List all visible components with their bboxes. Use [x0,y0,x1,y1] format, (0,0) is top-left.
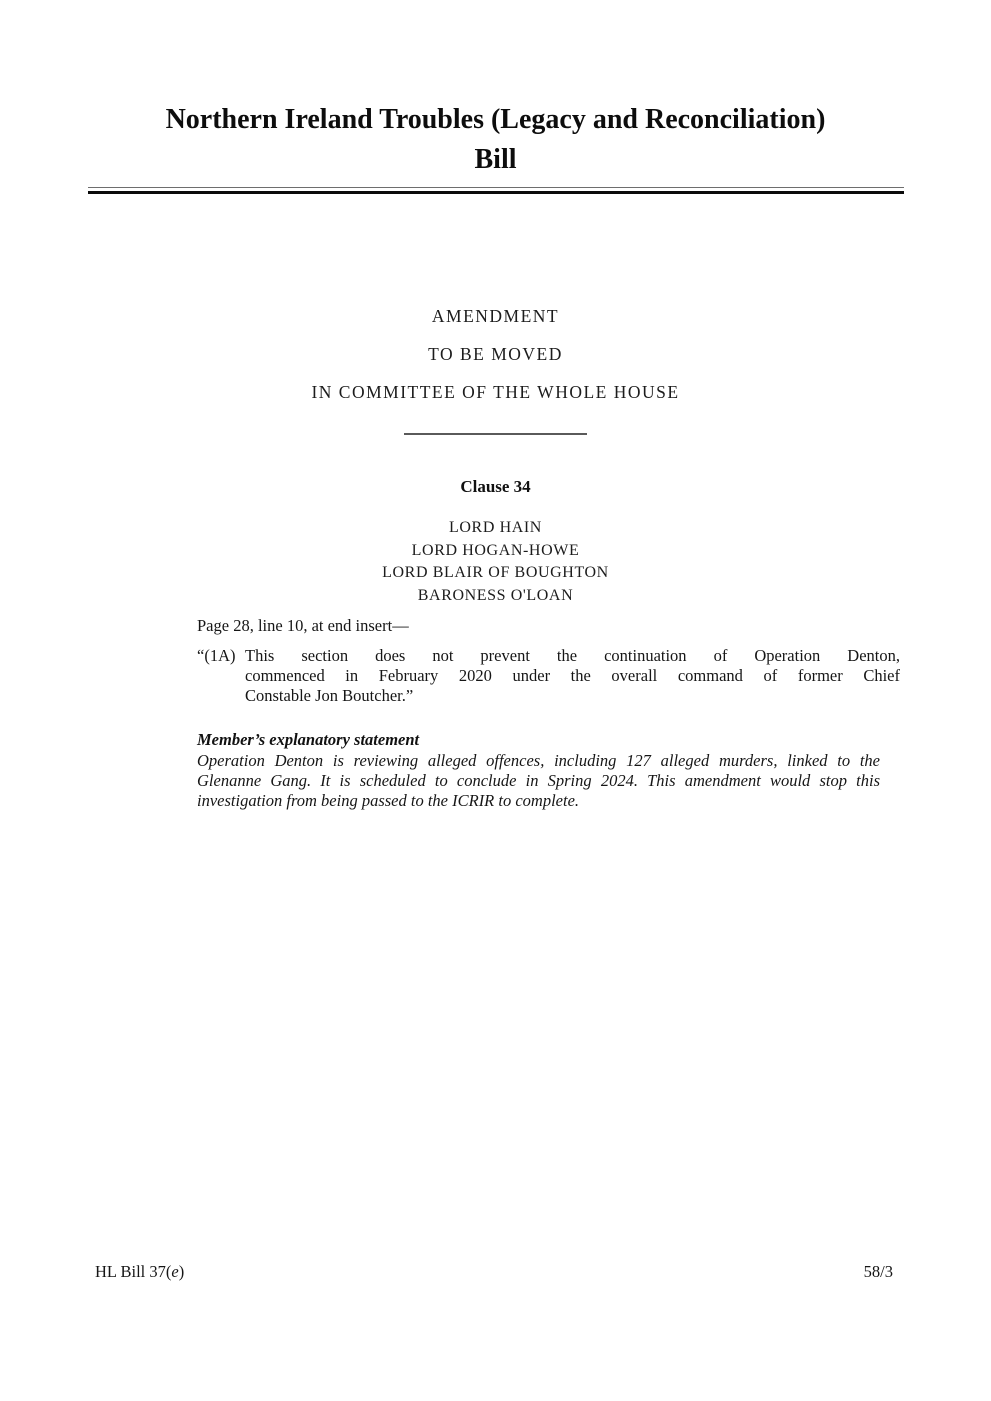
explanatory-statement [197,730,900,811]
amendment-text-line: Constable Jon Boutcher.” [245,686,414,705]
amendment-text-line: This section does not prevent the continuation of Operation Denton, [245,646,900,665]
explanatory-statement-heading: Member’s explanatory statement [197,730,420,749]
amendment-paragraph [197,646,900,706]
clause-heading: Clause 34 [460,477,531,496]
section-separator-rule [404,433,587,435]
footer-amendment-number: 58/3 [863,1262,893,1281]
page-footer [95,1262,893,1282]
sponsor-name: LORD BLAIR OF BOUGHTON [382,564,609,581]
sponsor-name: BARONESS O'LOAN [417,586,574,604]
amendment-body [197,615,900,811]
heading-amendment: AMENDMENT [431,306,560,326]
footer-bill-number-italic: e [171,1262,179,1281]
title-double-rule [88,187,904,194]
footer-bill-number-prefix: HL Bill 37( [95,1262,172,1281]
amendment-instruction: Page 28, line 10, at end insert— [197,616,409,635]
explanatory-statement-line: investigation from being passed to the ICRIR to complete. [197,791,580,810]
footer-bill-number [95,1262,184,1282]
footer-bill-number-suffix: ) [178,1262,185,1281]
bill-title-line-1: Northern Ireland Troubles (Legacy and Reconciliation) [165,104,826,135]
explanatory-statement-line: Glenanne Gang. It is scheduled to conclude in Spring 2024. This amendment would stop this [197,771,880,790]
sponsor-name: LORD HOGAN-HOWE [411,541,580,559]
heading-committee: IN COMMITTEE OF THE WHOLE HOUSE [311,382,680,402]
heading-to-be-moved: TO BE MOVED [428,344,563,364]
amendment-label: “(1A) [197,646,236,665]
explanatory-statement-body [197,751,880,811]
sponsor-name: LORD HAIN [449,519,542,536]
amendment-headings [0,306,991,402]
amendment-text [245,646,900,706]
sponsor-list [0,517,991,607]
bill-title-line-2: Bill [474,144,517,175]
bill-title [0,0,991,180]
explanatory-statement-line: Operation Denton is reviewing alleged offences, including 127 alleged murders, linked to the [197,751,880,770]
amendment-text-line: commenced in February 2020 under the overall command of former Chief [245,666,900,685]
